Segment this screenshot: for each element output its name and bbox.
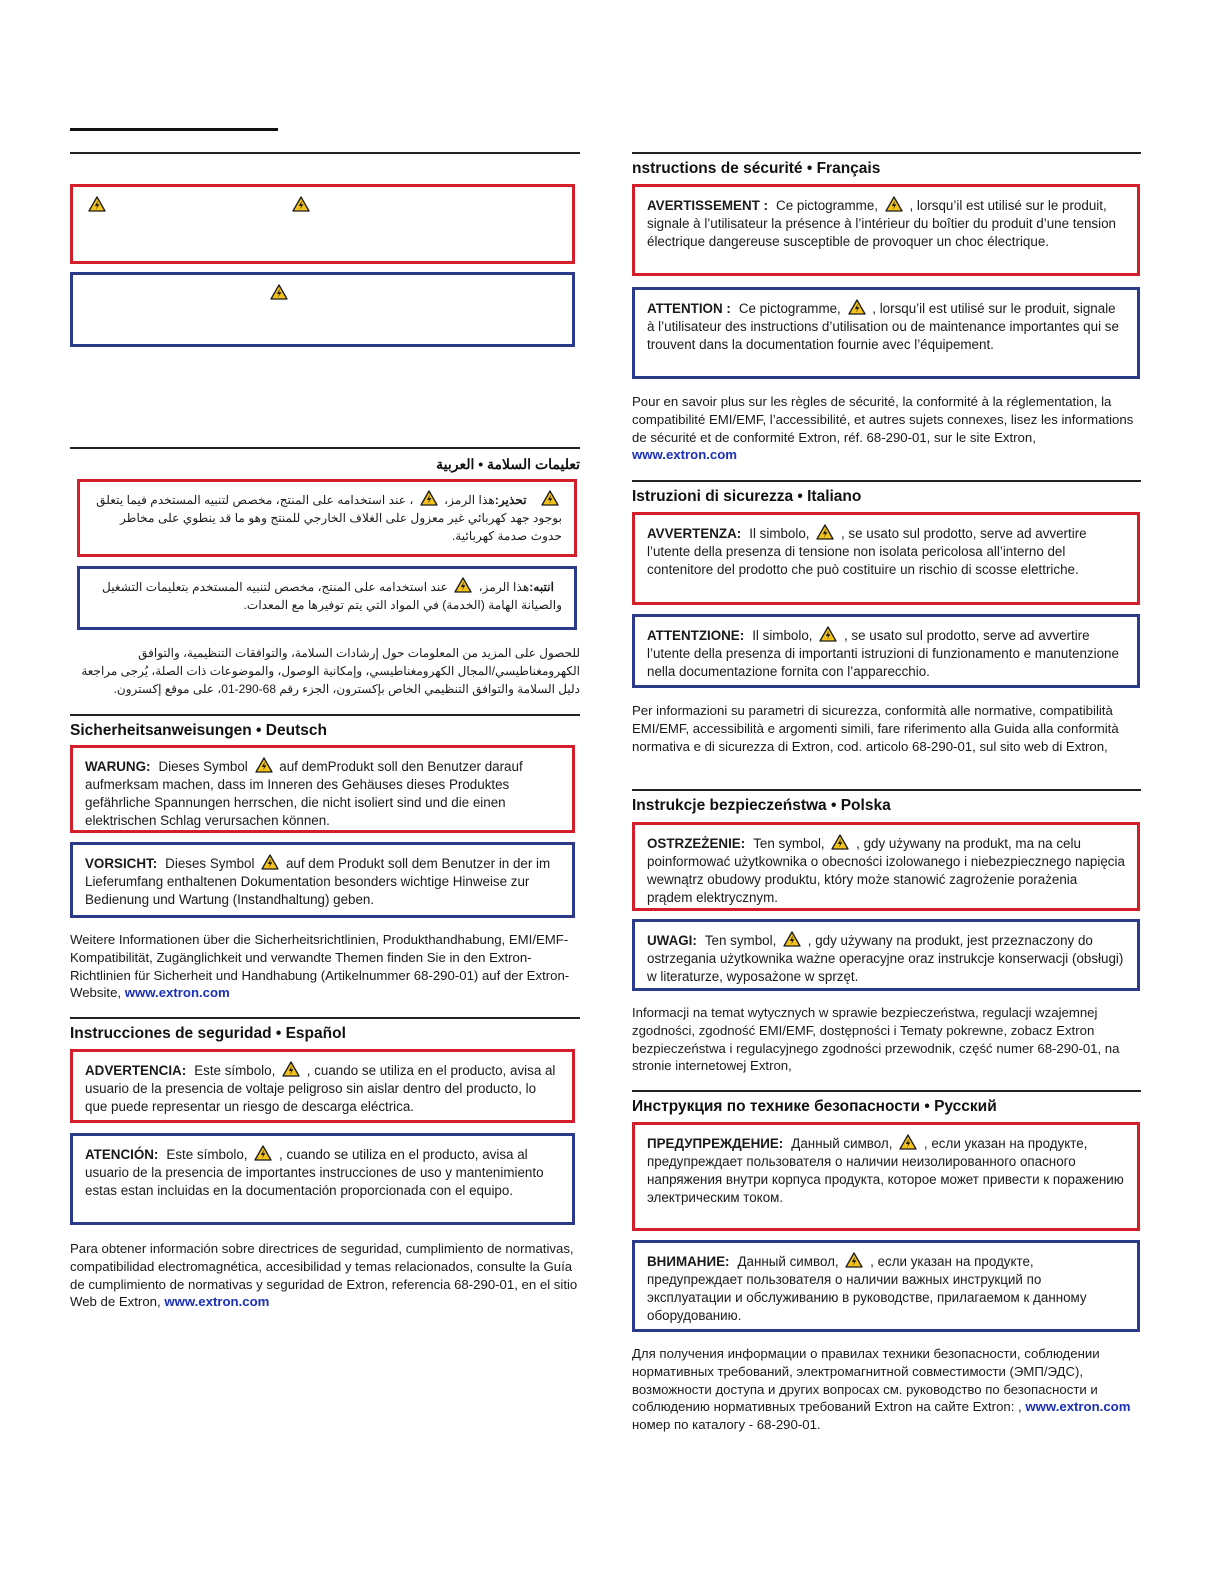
lightning-triangle-icon <box>783 931 801 947</box>
warning-icon-slot <box>892 1136 923 1151</box>
attention-box-espanol <box>70 1133 575 1225</box>
warning-box-russian <box>632 1122 1140 1231</box>
warning-icon-slot <box>825 836 856 851</box>
attention-icon-slot <box>248 1147 279 1162</box>
attention-text: Ce pictogramme, <box>738 301 841 316</box>
lightning-triangle-icon <box>420 490 438 506</box>
warning-text: , cuando se utiliza en el producto, avisa al usuario de la presencia de voltaje peligroso sin aislar dentro del producto, lo que puede representar un riesgo de descarga eléctrica. <box>85 1063 556 1114</box>
warning-text: ، عند استخدامه على المنتج، مخصص لتنبيه المستخدم فيما يتعلق بوجود جهد كهربائي غير معزول على الغلاف الخارجي للمنتج وهو ما قد ينطوي على مخاطر حدوث صدمة كهربائية. <box>96 493 562 543</box>
warning-label: ПРЕДУПРЕЖДЕНИЕ: <box>647 1136 784 1151</box>
warning-box-francais <box>632 184 1140 276</box>
extron-link[interactable]: www.extron.com <box>1025 1399 1131 1415</box>
russian-section <box>632 1090 1141 1120</box>
lightning-triangle-icon <box>261 854 279 870</box>
lightning-triangle-icon <box>831 834 849 850</box>
info-paragraph-deutsch <box>70 931 580 1002</box>
lightning-triangle-icon <box>282 1061 300 1077</box>
attention-text: Данный символ, <box>737 1254 839 1269</box>
attention-icon-slot <box>448 580 479 594</box>
warning-text: auf demProdukt soll den Benutzer darauf aufmerksam machen, dass im Inneren des Gehäuses dieses Produktes gefährliche Spannungen herrschen, die nicht isoliert sind und die einen elektrischen Schlag verursachen können. <box>85 759 523 828</box>
lightning-triangle-icon <box>292 196 310 212</box>
attention-box-russian <box>632 1240 1140 1332</box>
lightning-triangle-icon <box>541 490 559 506</box>
lightning-triangle-icon <box>848 299 866 315</box>
warning-text: Ce pictogramme, <box>776 198 878 213</box>
attention-label: ATTENTZIONE: <box>647 628 745 643</box>
attention-label: UWAGI: <box>647 933 697 948</box>
francais-section <box>632 152 1141 182</box>
lightning-triangle-icon <box>454 577 472 593</box>
warning-label: OSTRZEŻENIE: <box>647 836 746 851</box>
section-heading-italiano: Istruzioni di sicurezza • Italiano <box>632 480 1141 510</box>
attention-box-polska <box>632 919 1140 991</box>
warning-label: AVVERTENZA: <box>647 526 742 541</box>
attention-text: auf dem Produkt soll dem Benutzer in der im Lieferumfang enthaltenen Dokumentation besonders wichtige Hinweise zur Bedienung und Wartung (Instandhaltung) geben. <box>85 856 551 907</box>
warning-box-polska <box>632 822 1140 911</box>
attention-label: ATTENTION : <box>647 301 731 316</box>
warning-text: هذا الرمز، <box>444 493 495 507</box>
attention-label: ВНИМАНИЕ: <box>647 1254 730 1269</box>
section-heading-espanol: Instrucciones de seguridad • Español <box>70 1017 580 1047</box>
attention-text: Dieses Symbol <box>165 856 255 871</box>
header-rule <box>70 128 278 131</box>
warning-label: AVERTISSEMENT : <box>647 198 769 213</box>
info-paragraph-arabic: للحصول على المزيد من المعلومات حول إرشادات السلامة، والتوافقات التنظيمية، والتوافق الكهرومغناطيسي/المجال الكهرومغناطيسي، وإمكانية الوصول، والموضوعات ذات الصلة، يُرجى مراجعة دليل السلامة والتوافق التنظيمي الخاص بإكسترون، الجزء رقم 68-290-01، على موقع إكسترون. <box>81 646 580 696</box>
attention-text: , gdy używany na produkt, jest przeznaczony do ostrzegania użytkownika ważne operacyjne oraz instrukcje konserwacji (obsługi) w literaturze, wyposażone w sprzęt. <box>647 933 1124 984</box>
warning-text: , lorsqu’il est utilisé sur le produit, signale à l’utilisateur la présence à l’intérieur du boîtier du produit d’une tension électrique dangereuse susceptible de provoquer un choc électrique. <box>647 198 1116 249</box>
espanol-section <box>70 1017 580 1047</box>
lightning-triangle-icon <box>819 626 837 642</box>
warning-text: Данный символ, <box>791 1136 893 1151</box>
info-text: номер по каталогу - 68-290-01. <box>632 1417 821 1433</box>
attention-box-arabic <box>77 566 577 630</box>
info-paragraph-polska: Informacji na temat wytycznych w sprawie bezpieczeństwa, regulacji wzajemnej zgodności, zgodność EMI/EMF, dostępności i Tematy pokrewne, zobacz Extron bezpieczeństwa i regulacyjnego zgodności przewodnik, część numer 68-290-01, na stronie internetowej Extron, <box>632 1005 1120 1074</box>
section-heading-polska: Instrukcje bezpieczeństwa • Polska <box>632 789 1141 819</box>
section-heading-russian: Инструкция по технике безопасности • Русский <box>632 1090 1141 1120</box>
section-heading-francais: nstructions de sécurité • Français <box>632 152 1141 182</box>
attention-text: Ten symbol, <box>704 933 777 948</box>
warning-label: WARUNG: <box>85 759 151 774</box>
warning-box-arabic <box>77 479 577 557</box>
attention-box-deutsch <box>70 842 575 918</box>
attention-label: انتبه: <box>529 580 554 594</box>
warning-text: , se usato sul prodotto, serve ad avvertire l’utente della presenza di tensione non isolata pericolosa all’interno del contenitore del prodotto che può costituire un rischio di scosse elettriche. <box>647 526 1087 577</box>
english-section <box>70 152 580 182</box>
attention-text: , cuando se utiliza en el producto, avisa al usuario de la presencia de importantes instrucciones de uso y mantenimiento estas estan incluidas en la documentación proporcionada con el equipo. <box>85 1147 544 1198</box>
extron-link[interactable]: www.extron.com <box>632 447 738 463</box>
info-text: Para obtener información sobre directrices de seguridad, cumplimiento de normativas, compatibilidad electromagnética, accesibilidad y temas relacionados, consulte la Guía de cumplimiento de normativas y seguridad de Extron, referencia 68-290-01, en el sitio Web de Extron, <box>70 1241 578 1310</box>
attention-text: , если указан на продукте, предупреждает пользователя о наличии важных инструкций по эксплуатации и обслуживанию в руководстве, прилагаемом к данному оборудованию. <box>647 1254 1087 1323</box>
warning-text: , если указан на продукте, предупреждает пользователя о наличии неизолированного опасного напряжения внутри корпуса продукта, которое может привести к поражению электрическим током. <box>647 1136 1124 1205</box>
deutsch-section <box>70 714 580 744</box>
attention-label: VORSICHT: <box>85 856 158 871</box>
lightning-triangle-icon <box>255 757 273 773</box>
arabic-section <box>70 447 580 477</box>
attention-label: ATENCIÓN: <box>85 1147 159 1162</box>
attention-box-italiano <box>632 614 1140 688</box>
lightning-triangle-icon <box>885 196 903 212</box>
attention-icon-slot <box>841 301 872 316</box>
warning-box-italiano <box>632 512 1140 605</box>
lightning-triangle-icon <box>270 284 288 300</box>
warning-icon-slot <box>413 493 444 507</box>
info-text: Pour en savoir plus sur les règles de sécurité, la conformité à la réglementation, la compatibilité EMI/EMF, l’accessibilité, et autres sujets connexes, lisez les informations de sécurité et de conformité Extron, réf. 68-290-01, sur le site Extron, <box>632 394 1134 445</box>
lightning-triangle-icon <box>899 1134 917 1150</box>
attention-icon-slot <box>776 933 807 948</box>
warning-text: Dieses Symbol <box>158 759 248 774</box>
info-paragraph-italiano: Per informazioni su parametri di sicurezza, conformità alle normative, compatibilità EMI/EMF, accessibilità e argomenti simili, fare riferimento alla Guida alla conformità normativa e di sicurezza di Extron, cod. articolo 68-290-01, sul sito web di Extron, <box>632 703 1119 754</box>
warning-label: ADVERTENCIA: <box>85 1063 187 1078</box>
polska-section <box>632 789 1141 819</box>
lightning-triangle-icon <box>88 196 106 212</box>
extron-link[interactable]: www.extron.com <box>164 1294 270 1310</box>
extron-link[interactable]: www.extron.com <box>124 985 230 1001</box>
warning-text: Il simbolo, <box>749 526 810 541</box>
lightning-triangle-icon <box>816 524 834 540</box>
warning-icon-slot <box>248 759 279 774</box>
warning-text: Ten symbol, <box>753 836 825 851</box>
info-paragraph-francais <box>632 393 1141 464</box>
warning-box-espanol <box>70 1049 575 1123</box>
warning-box-deutsch <box>70 745 575 833</box>
section-heading-deutsch: Sicherheitsanweisungen • Deutsch <box>70 714 580 744</box>
lightning-triangle-icon <box>845 1252 863 1268</box>
warning-box-english <box>70 184 575 264</box>
attention-box-english <box>70 272 575 347</box>
info-paragraph-espanol <box>70 1240 580 1311</box>
attention-text: , se usato sul prodotto, serve ad avvertire l’utente della presenza di importanti istruzioni di funzionamento e manutenzione nella documentazione fornita con l’apparecchio. <box>647 628 1119 679</box>
attention-icon-slot <box>839 1254 870 1269</box>
attention-icon-slot <box>267 286 291 301</box>
warning-text: , gdy używany na produkt, ma na celu poinformować użytkownika o obecności izolowanego i niebezpiecznego napięcia wewnątrz obudowy produktu, który może stanowić zagrożenie porażenia prądem elektrycznym. <box>647 836 1125 905</box>
warning-text: Este símbolo, <box>194 1063 276 1078</box>
attention-icon-slot <box>254 856 285 871</box>
warning-icon-slot <box>275 1063 306 1078</box>
attention-text: , lorsqu’il est utilisé sur le produit, signale à l’utilisateur des instructions d’utilisation ou de maintenance importantes qui se trouvent dans la documentation fournie avec l’équipement. <box>647 301 1119 352</box>
attention-text: Il simbolo, <box>752 628 813 643</box>
info-paragraph-russian <box>632 1345 1141 1434</box>
attention-text: هذا الرمز، <box>478 580 530 594</box>
warning-icon-slot <box>85 198 113 213</box>
warning-icon-slot <box>289 198 313 213</box>
section-heading-english <box>70 152 580 182</box>
italiano-section <box>632 480 1141 510</box>
attention-text: عند استخدامه على المنتج، مخصص لتنبيه المستخدم بتعليمات التشغيل والصيانة الهامة (الخدمة) في المواد التي يتم توفيرها مع المعدات. <box>101 580 562 612</box>
attention-text: Este símbolo, <box>166 1147 248 1162</box>
warning-icon-slot <box>535 493 562 507</box>
warning-label: تحذير: <box>494 493 527 507</box>
section-heading-arabic: تعليمات السلامة • العربية <box>70 447 580 477</box>
warning-icon-slot <box>878 198 909 213</box>
info-text: Weitere Informationen über die Sicherheitsrichtlinien, Produkthandhabung, EMI/EMF-Kompatibilität, Zugänglichkeit und verwandte Themen finden Sie in den Extron-Richtlinien für Sicherheit und Handhabung (Artikelnummer 68-290-01) auf der Extron-Website, <box>70 932 570 1001</box>
warning-icon-slot <box>810 526 841 541</box>
lightning-triangle-icon <box>254 1145 272 1161</box>
info-text: Для получения информации о правилах техники безопасности, соблюдении нормативных требований, электромагнитной совместимости (ЭМП/ЭДС), возможности доступа и других вопросах см. руководство по безопасности и соблюдению нормативных требований Extron на сайте Extron: , <box>632 1346 1100 1415</box>
attention-box-francais <box>632 287 1140 379</box>
attention-icon-slot <box>812 628 843 643</box>
